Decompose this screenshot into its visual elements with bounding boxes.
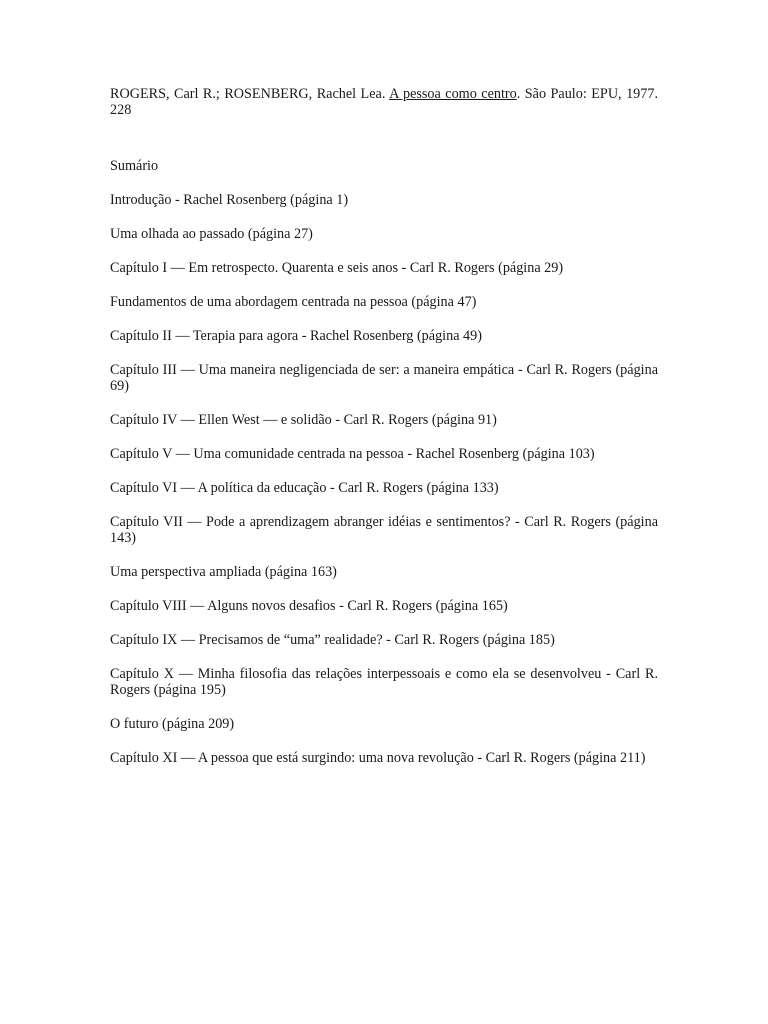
summary-entry: Capítulo IV — Ellen West — e solidão - Carl R. Rogers (página 91) [110, 412, 497, 428]
summary-entry: Capítulo IX — Precisamos de “uma” realidade? - Carl R. Rogers (página 185) [110, 632, 555, 648]
summary-heading: Sumário [110, 158, 159, 174]
summary-entry: Capítulo VI — A política da educação - Carl R. Rogers (página 133) [110, 480, 499, 496]
summary-entry: Uma olhada ao passado (página 27) [110, 226, 313, 242]
reference-title: A pessoa como centro [389, 86, 517, 102]
summary-entry: Capítulo X — Minha filosofia das relações interpessoais e como ela se desenvolveu - Carl R. Rogers (página 195) [110, 666, 658, 698]
summary-entry: Introdução - Rachel Rosenberg (página 1) [110, 192, 349, 208]
summary-entry: O futuro (página 209) [110, 716, 235, 732]
bibliographic-reference [110, 86, 658, 118]
summary-list [110, 192, 658, 766]
summary-entry: Capítulo VII — Pode a aprendizagem abranger idéias e sentimentos? - Carl R. Rogers (página 143) [110, 514, 658, 546]
summary-entry: Capítulo VIII — Alguns novos desafios - Carl R. Rogers (página 165) [110, 598, 508, 614]
summary-entry: Capítulo III — Uma maneira negligenciada de ser: a maneira empática - Carl R. Rogers (página 69) [110, 362, 658, 394]
summary-entry: Fundamentos de uma abordagem centrada na pessoa (página 47) [110, 294, 477, 310]
summary-entry: Capítulo XI — A pessoa que está surgindo: uma nova revolução - Carl R. Rogers (página 211) [110, 750, 646, 766]
reference-publication: . São Paulo: EPU, 1977. 228 [110, 86, 659, 118]
reference-authors: ROGERS, Carl R.; ROSENBERG, Rachel Lea. [110, 86, 390, 102]
summary-entry: Capítulo I — Em retrospecto. Quarenta e seis anos - Carl R. Rogers (página 29) [110, 260, 564, 276]
document-page [110, 86, 658, 784]
summary-entry: Capítulo II — Terapia para agora - Rachel Rosenberg (página 49) [110, 328, 482, 344]
summary-entry: Uma perspectiva ampliada (página 163) [110, 564, 337, 580]
summary-entry: Capítulo V — Uma comunidade centrada na pessoa - Rachel Rosenberg (página 103) [110, 446, 595, 462]
